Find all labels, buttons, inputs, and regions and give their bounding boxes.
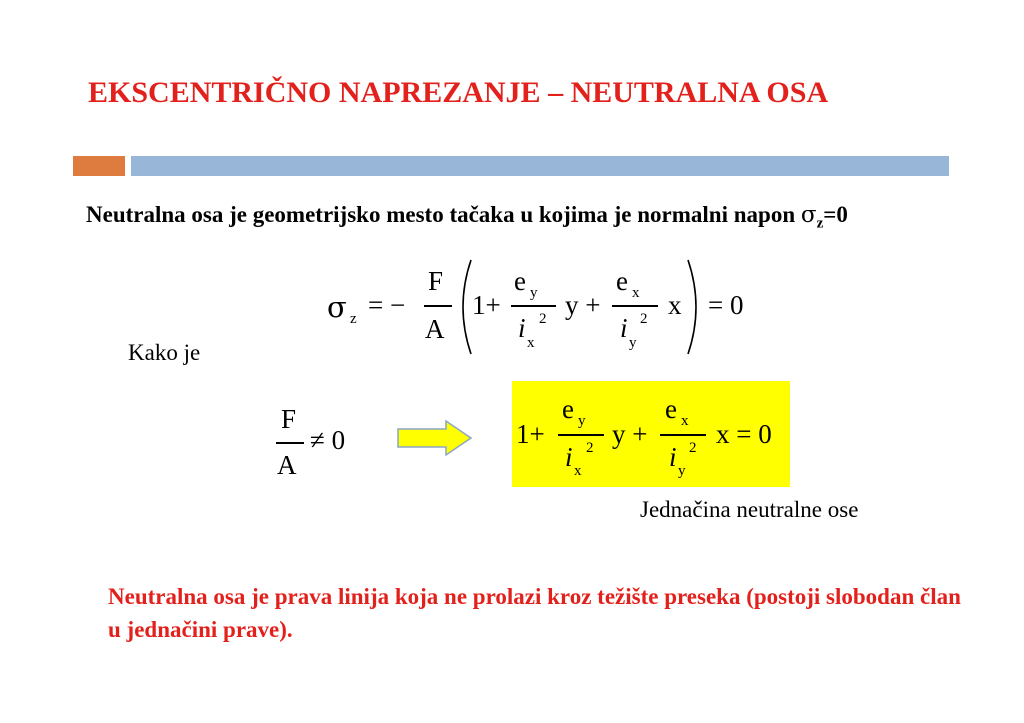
na-ey: e bbox=[562, 394, 574, 424]
main-x: x bbox=[668, 290, 682, 320]
main-iy-sup: 2 bbox=[640, 311, 648, 327]
intro-text: Neutralna osa je geometrijsko mesto tačaka u kojima je normalni napon bbox=[86, 202, 801, 227]
na-ey-sub: y bbox=[578, 413, 586, 429]
slide-title: EKSCENTRIČNO NAPREZANJE – NEUTRALNA OSA bbox=[88, 76, 829, 109]
kako-je-label: Kako je bbox=[128, 340, 201, 365]
main-ex-sub: x bbox=[632, 285, 640, 301]
main-iy-sub: y bbox=[629, 335, 637, 351]
cond-neq-zero: ≠ 0 bbox=[310, 425, 346, 455]
main-eq-minus: = − bbox=[368, 290, 406, 320]
main-F: F bbox=[428, 266, 444, 296]
na-y-plus: y + bbox=[612, 419, 648, 449]
na-iy-sup: 2 bbox=[689, 440, 697, 456]
main-ey-sub: y bbox=[530, 285, 538, 301]
main-ix: i bbox=[518, 313, 526, 343]
na-ix: i bbox=[565, 442, 573, 472]
intro-sigma-sub: z bbox=[816, 215, 824, 232]
main-ey: e bbox=[514, 266, 526, 296]
na-iy: i bbox=[669, 442, 677, 472]
main-iy: i bbox=[620, 313, 628, 343]
na-ey-fraction-bar bbox=[558, 434, 604, 436]
na-ex-fraction-bar bbox=[660, 434, 706, 436]
na-ix-sup: 2 bbox=[586, 440, 594, 456]
na-x-eq-zero: x = 0 bbox=[716, 419, 772, 449]
intro-eq: =0 bbox=[823, 202, 848, 227]
main-sigma: σ bbox=[327, 290, 347, 324]
main-sigma-sub: z bbox=[350, 311, 357, 327]
conclusion-text: Neutralna osa je prava linija koja ne prolazi kroz težište preseka (postoji slobodan član u jednačini prave). bbox=[108, 584, 961, 642]
main-eq-zero: = 0 bbox=[708, 290, 744, 320]
main-one-plus: 1+ bbox=[472, 290, 501, 320]
na-ix-sub: x bbox=[574, 463, 582, 479]
main-ix-sup: 2 bbox=[539, 311, 547, 327]
na-ex: e bbox=[665, 394, 677, 424]
cond-F: F bbox=[281, 404, 297, 434]
main-ix-sub: x bbox=[527, 335, 535, 351]
cond-A: A bbox=[277, 450, 297, 480]
na-iy-sub: y bbox=[678, 463, 686, 479]
na-one-plus: 1+ bbox=[516, 419, 545, 449]
na-ex-sub: x bbox=[681, 413, 689, 429]
main-ex: e bbox=[616, 266, 628, 296]
neutral-axis-caption: Jednačina neutralne ose bbox=[640, 497, 859, 522]
intro-sigma: σ bbox=[800, 202, 817, 228]
main-A: A bbox=[425, 314, 445, 344]
main-y-plus: y + bbox=[565, 290, 601, 320]
